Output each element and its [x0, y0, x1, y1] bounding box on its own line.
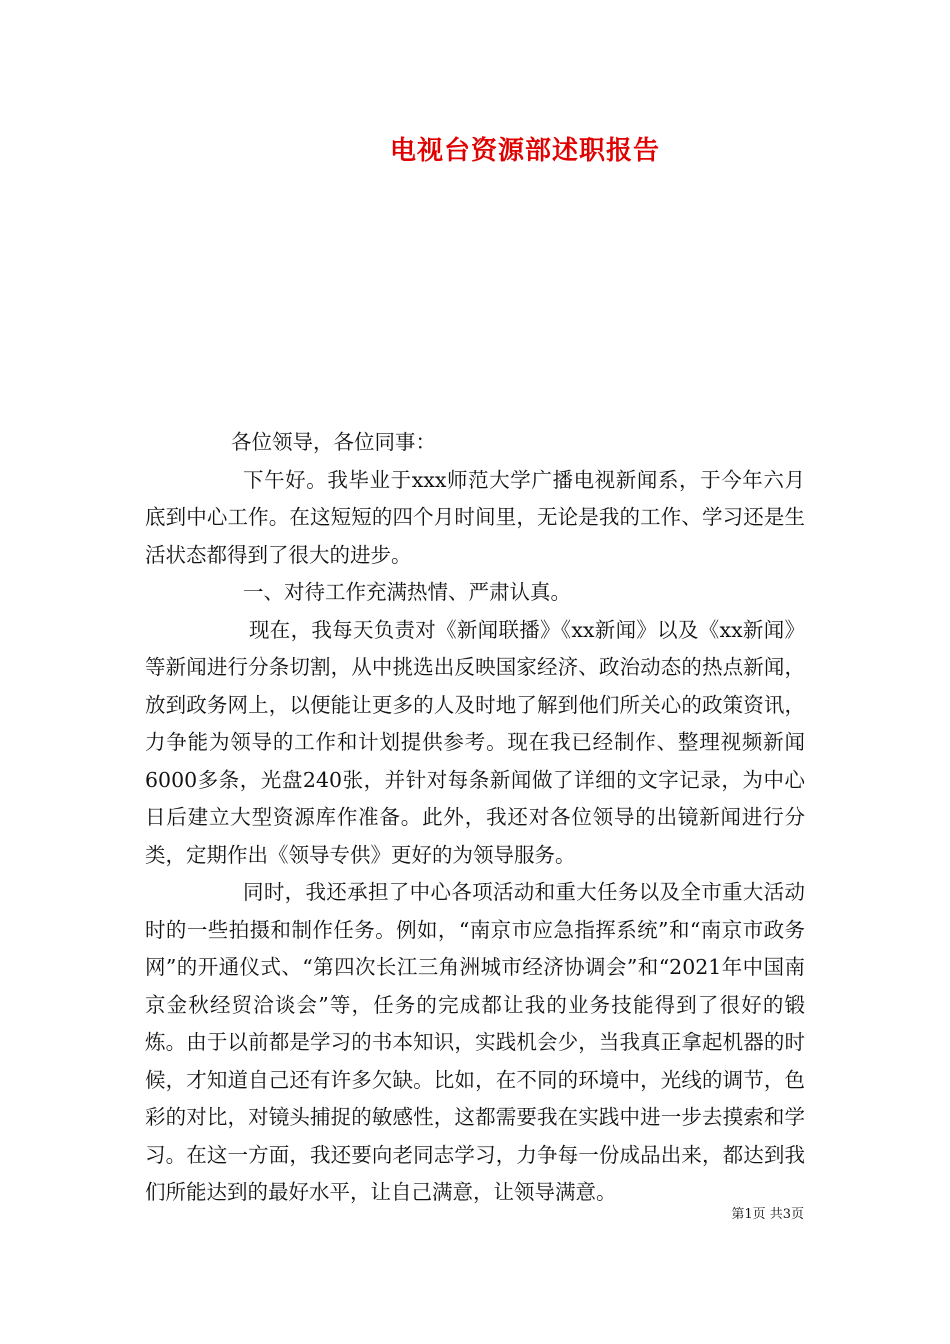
- greeting: 各位领导，各位同事：: [231, 430, 436, 454]
- paragraph-tasks: 同时，我还承担了中心各项活动和重大任务以及全市重大活动时的一些拍摄和制作任务。例如，“南京市应急指挥系统”和“南京市政务网”的开通仪式、“第四次长江三角洲城市经济协调会”和“2021年中国南京金秋经贸洽谈会”等，任务的完成都让我的业务技能得到了很好的锻炼。由于以前都是学习的书本知识，实践机会少，当我真正拿起机器的时候，才知道自己还有许多欠缺。比如，在不同的环境中，光线的调节，色彩的对比，对镜头捕捉的敏感性，这都需要我在实践中进一步去摸索和学习。在这一方面，我还要向老同志学习，力争每一份成品出来，都达到我们所能达到的最好水平，让自己满意，让领导满意。: [145, 880, 805, 1204]
- section-heading: 一、对待工作充满热情、严肃认真。: [243, 580, 571, 604]
- paragraph-intro: 下午好。我毕业于xxx师范大学广播电视新闻系，于今年六月底到中心工作。在这短短的四个月时间里，无论是我的工作、学习还是生活状态都得到了很大的进步。: [145, 467, 805, 567]
- document-body: [145, 424, 805, 1212]
- document-title: 电视台资源部述职报告: [389, 136, 660, 166]
- paragraph-work: 现在，我每天负责对《新闻联播》《xx新闻》以及《xx新闻》等新闻进行分条切割，从中挑选出反映国家经济、政治动态的热点新闻，放到政务网上，以便能让更多的人及时地了解到他们所关心的政策资讯，力争能为领导的工作和计划提供参考。现在我已经制作、整理视频新闻6000多条，光盘240张，并针对每条新闻做了详细的文字记录，为中心日后建立大型资源库作准备。此外，我还对各位领导的出镜新闻进行分类，定期作出《领导专供》更好的为领导服务。: [145, 617, 805, 867]
- page-number: 第1页 共3页: [731, 1207, 804, 1222]
